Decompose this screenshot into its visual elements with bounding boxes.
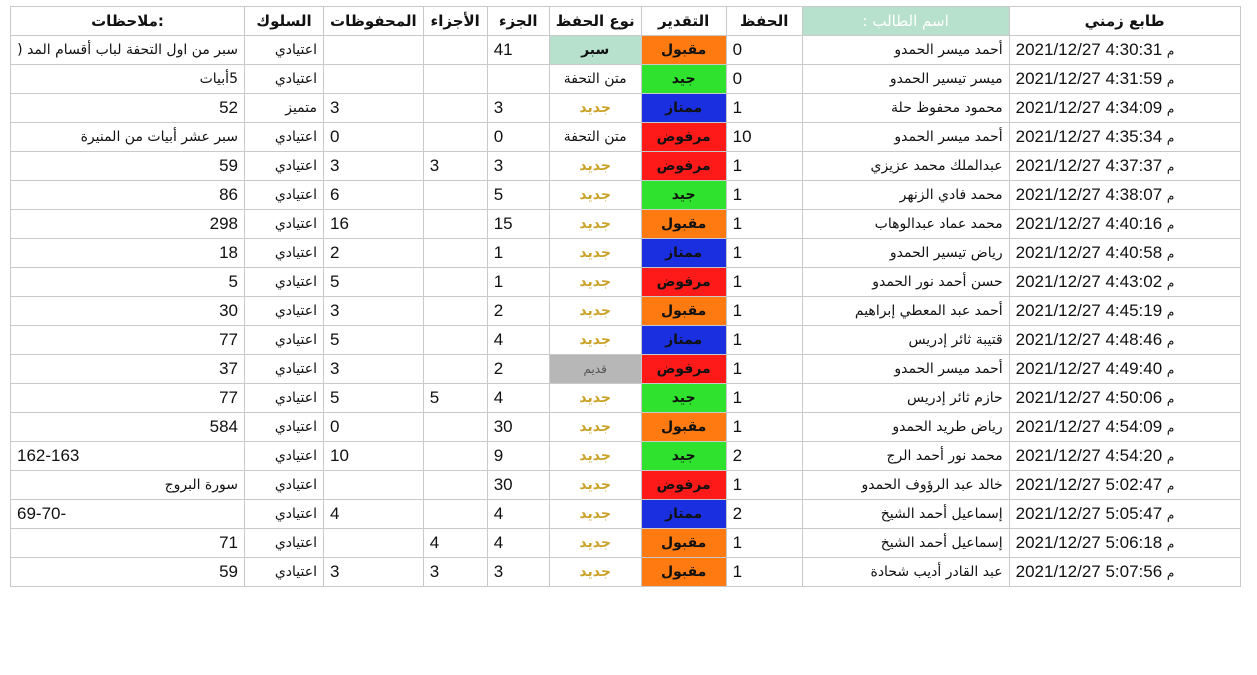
timestamp-suffix: م [1166, 102, 1175, 116]
hifz-type-cell[interactable]: جديد [549, 558, 641, 587]
hifz-type-cell[interactable]: جديد [549, 210, 641, 239]
grade-cell[interactable]: مقبول [641, 36, 726, 65]
juz-cell[interactable]: 3 [487, 152, 549, 181]
timestamp-cell[interactable] [1009, 471, 1240, 500]
timestamp-value: 2021/12/27 4:40:16 [1015, 214, 1163, 233]
timestamp-cell[interactable] [1009, 268, 1240, 297]
table-row [11, 558, 1241, 587]
notes-cell[interactable]: 69-70- [11, 500, 245, 529]
mahfuzat-cell[interactable] [324, 36, 424, 65]
table-row [11, 123, 1241, 152]
juz-cell[interactable]: 9 [487, 442, 549, 471]
ajza-cell[interactable]: 3 [423, 152, 487, 181]
behavior-cell[interactable]: اعتيادي [245, 471, 324, 500]
juz-cell[interactable]: 5 [487, 181, 549, 210]
timestamp-cell[interactable] [1009, 210, 1240, 239]
mahfuzat-cell[interactable]: 5 [324, 326, 424, 355]
hifz-type-cell[interactable]: سبر [549, 36, 641, 65]
ajza-cell[interactable]: 5 [423, 384, 487, 413]
juz-cell[interactable]: 4 [487, 529, 549, 558]
ajza-cell[interactable] [423, 181, 487, 210]
notes-cell[interactable]: 162-163 [11, 442, 245, 471]
ajza-cell[interactable] [423, 268, 487, 297]
behavior-cell[interactable]: اعتيادي [245, 181, 324, 210]
hifz-type-cell[interactable]: جديد [549, 297, 641, 326]
ajza-cell[interactable] [423, 123, 487, 152]
grade-cell[interactable]: جيد [641, 181, 726, 210]
grade-cell[interactable]: مرفوض [641, 268, 726, 297]
grade-cell[interactable]: ممتاز [641, 500, 726, 529]
mahfuzat-cell[interactable]: 6 [324, 181, 424, 210]
timestamp-value: 2021/12/27 4:48:46 [1015, 330, 1163, 349]
timestamp-cell[interactable] [1009, 326, 1240, 355]
mahfuzat-cell[interactable]: 0 [324, 413, 424, 442]
student-name-cell[interactable]: إسماعيل أحمد الشيخ [802, 529, 1009, 558]
grade-cell[interactable]: مقبول [641, 529, 726, 558]
timestamp-suffix: م [1166, 450, 1175, 464]
mahfuzat-cell[interactable]: 3 [324, 94, 424, 123]
notes-cell[interactable]: 86 [11, 181, 245, 210]
table-row [11, 500, 1241, 529]
juz-cell[interactable]: 30 [487, 413, 549, 442]
mahfuzat-cell[interactable] [324, 529, 424, 558]
timestamp-value: 2021/12/27 4:45:19 [1015, 301, 1163, 320]
ajza-cell[interactable] [423, 36, 487, 65]
timestamp-cell[interactable] [1009, 36, 1240, 65]
ajza-cell[interactable] [423, 442, 487, 471]
hifz-cell[interactable]: 1 [726, 384, 802, 413]
student-name-cell[interactable]: رياض تيسير الحمدو [802, 239, 1009, 268]
table-row [11, 36, 1241, 65]
mahfuzat-cell[interactable]: 0 [324, 123, 424, 152]
mahfuzat-cell[interactable]: 5 [324, 268, 424, 297]
student-name-cell[interactable]: عبد القادر أديب شحادة [802, 558, 1009, 587]
juz-cell[interactable]: 3 [487, 558, 549, 587]
hifz-cell[interactable]: 1 [726, 471, 802, 500]
ajza-cell[interactable] [423, 65, 487, 94]
table-row [11, 413, 1241, 442]
student-name-cell[interactable]: أحمد ميسر الحمدو [802, 36, 1009, 65]
notes-cell[interactable]: 298 [11, 210, 245, 239]
timestamp-value: 2021/12/27 5:02:47 [1015, 475, 1163, 494]
notes-cell[interactable]: سبر من اول التحفة لباب أقسام المد ( [11, 36, 245, 65]
timestamp-cell[interactable] [1009, 65, 1240, 94]
timestamp-value: 2021/12/27 4:37:37 [1015, 156, 1163, 175]
timestamp-cell[interactable] [1009, 297, 1240, 326]
table-row [11, 181, 1241, 210]
mahfuzat-cell[interactable] [324, 65, 424, 94]
table-row [11, 94, 1241, 123]
timestamp-value: 2021/12/27 5:06:18 [1015, 533, 1163, 552]
juz-cell[interactable]: 15 [487, 210, 549, 239]
juz-cell[interactable]: 1 [487, 239, 549, 268]
student-name-cell[interactable]: قتيبة ثائر إدريس [802, 326, 1009, 355]
mahfuzat-cell[interactable]: 10 [324, 442, 424, 471]
hifz-cell[interactable]: 1 [726, 94, 802, 123]
table-row [11, 239, 1241, 268]
student-name-cell[interactable]: أحمد ميسر الحمدو [802, 355, 1009, 384]
grade-cell[interactable]: مقبول [641, 210, 726, 239]
timestamp-cell[interactable] [1009, 529, 1240, 558]
notes-cell[interactable]: 59 [11, 558, 245, 587]
ajza-cell[interactable] [423, 94, 487, 123]
table-row [11, 326, 1241, 355]
mahfuzat-cell[interactable]: 16 [324, 210, 424, 239]
timestamp-suffix: م [1166, 334, 1175, 348]
hifz-cell[interactable]: 1 [726, 181, 802, 210]
timestamp-cell[interactable] [1009, 123, 1240, 152]
hifz-cell[interactable]: 1 [726, 355, 802, 384]
header-student-name[interactable]: اسم الطالب : [802, 7, 1009, 36]
hifz-cell[interactable]: 10 [726, 123, 802, 152]
hifz-cell[interactable]: 1 [726, 413, 802, 442]
behavior-cell[interactable]: اعتيادي [245, 152, 324, 181]
table-row [11, 384, 1241, 413]
header-juz[interactable]: الجزء [487, 7, 549, 36]
mahfuzat-cell[interactable]: 3 [324, 558, 424, 587]
grade-cell[interactable]: مقبول [641, 558, 726, 587]
header-hifz[interactable]: الحفظ [726, 7, 802, 36]
timestamp-suffix: م [1166, 305, 1175, 319]
timestamp-suffix: م [1166, 247, 1175, 261]
student-name-cell[interactable]: حسن أحمد نور الحمدو [802, 268, 1009, 297]
timestamp-cell[interactable] [1009, 94, 1240, 123]
notes-cell[interactable]: 52 [11, 94, 245, 123]
timestamp-suffix: م [1166, 73, 1175, 87]
hifz-cell[interactable]: 1 [726, 210, 802, 239]
hifz-cell[interactable]: 1 [726, 529, 802, 558]
timestamp-cell[interactable] [1009, 152, 1240, 181]
behavior-cell[interactable]: اعتيادي [245, 65, 324, 94]
behavior-cell[interactable]: اعتيادي [245, 123, 324, 152]
juz-cell[interactable]: 2 [487, 355, 549, 384]
header-mahfuzat[interactable]: المحفوظات [324, 7, 424, 36]
student-name-cell[interactable]: ميسر تيسير الحمدو [802, 65, 1009, 94]
grade-cell[interactable]: ممتاز [641, 239, 726, 268]
grade-cell[interactable]: مرفوض [641, 355, 726, 384]
hifz-cell[interactable]: 1 [726, 558, 802, 587]
grade-cell[interactable]: جيد [641, 384, 726, 413]
hifz-type-cell[interactable]: جديد [549, 500, 641, 529]
notes-cell[interactable]: 37 [11, 355, 245, 384]
table-row [11, 268, 1241, 297]
student-name-cell[interactable]: محمد عماد عبدالوهاب [802, 210, 1009, 239]
behavior-cell[interactable]: اعتيادي [245, 36, 324, 65]
behavior-cell[interactable]: اعتيادي [245, 384, 324, 413]
notes-cell[interactable]: 77 [11, 326, 245, 355]
timestamp-cell[interactable] [1009, 239, 1240, 268]
timestamp-cell[interactable] [1009, 355, 1240, 384]
table-row [11, 442, 1241, 471]
timestamp-value: 2021/12/27 4:35:34 [1015, 127, 1163, 146]
header-ajza[interactable]: الأجزاء [423, 7, 487, 36]
grade-cell[interactable]: ممتاز [641, 326, 726, 355]
timestamp-value: 2021/12/27 4:31:59 [1015, 69, 1163, 88]
behavior-cell[interactable]: اعتيادي [245, 558, 324, 587]
behavior-cell[interactable]: اعتيادي [245, 500, 324, 529]
ajza-cell[interactable] [423, 471, 487, 500]
student-name-cell[interactable]: حازم ثائر إدريس [802, 384, 1009, 413]
mahfuzat-cell[interactable]: 5 [324, 384, 424, 413]
timestamp-cell[interactable] [1009, 442, 1240, 471]
juz-cell[interactable]: 1 [487, 268, 549, 297]
student-name-cell[interactable]: خالد عبد الرؤوف الحمدو [802, 471, 1009, 500]
timestamp-cell[interactable] [1009, 558, 1240, 587]
hifz-type-cell[interactable]: جديد [549, 326, 641, 355]
hifz-type-cell[interactable]: قديم [549, 355, 641, 384]
juz-cell[interactable]: 4 [487, 500, 549, 529]
behavior-cell[interactable]: اعتيادي [245, 268, 324, 297]
notes-cell[interactable]: 584 [11, 413, 245, 442]
hifz-type-cell[interactable]: جديد [549, 239, 641, 268]
header-behavior[interactable]: السلوك [245, 7, 324, 36]
juz-cell[interactable]: 2 [487, 297, 549, 326]
hifz-type-cell[interactable]: جديد [549, 384, 641, 413]
timestamp-cell[interactable] [1009, 413, 1240, 442]
table-row [11, 355, 1241, 384]
juz-cell[interactable]: 4 [487, 384, 549, 413]
timestamp-value: 2021/12/27 5:05:47 [1015, 504, 1163, 523]
timestamp-value: 2021/12/27 4:40:58 [1015, 243, 1163, 262]
ajza-cell[interactable] [423, 355, 487, 384]
timestamp-suffix: م [1166, 189, 1175, 203]
behavior-cell[interactable]: اعتيادي [245, 326, 324, 355]
timestamp-suffix: م [1166, 537, 1175, 551]
table-row [11, 297, 1241, 326]
mahfuzat-cell[interactable]: 4 [324, 500, 424, 529]
hifz-type-cell[interactable]: جديد [549, 94, 641, 123]
hifz-type-cell[interactable]: متن التحفة [549, 123, 641, 152]
timestamp-cell[interactable] [1009, 384, 1240, 413]
spreadsheet [10, 6, 1241, 587]
timestamp-value: 2021/12/27 4:30:31 [1015, 40, 1163, 59]
timestamp-value: 2021/12/27 4:49:40 [1015, 359, 1163, 378]
behavior-cell[interactable]: متميز [245, 94, 324, 123]
hifz-cell[interactable]: 1 [726, 326, 802, 355]
grade-cell[interactable]: مقبول [641, 297, 726, 326]
behavior-cell[interactable]: اعتيادي [245, 413, 324, 442]
header-hifz-type[interactable]: نوع الحفظ [549, 7, 641, 36]
hifz-cell[interactable]: 2 [726, 442, 802, 471]
timestamp-suffix: م [1166, 276, 1175, 290]
hifz-cell[interactable]: 1 [726, 152, 802, 181]
timestamp-suffix: م [1166, 218, 1175, 232]
header-notes[interactable]: :ملاحظات [11, 7, 245, 36]
grade-cell[interactable]: جيد [641, 442, 726, 471]
student-name-cell[interactable]: أحمد ميسر الحمدو [802, 123, 1009, 152]
hifz-type-cell[interactable]: جديد [549, 152, 641, 181]
hifz-type-cell[interactable]: جديد [549, 442, 641, 471]
timestamp-value: 2021/12/27 4:38:07 [1015, 185, 1163, 204]
juz-cell[interactable]: 41 [487, 36, 549, 65]
juz-cell[interactable]: 30 [487, 471, 549, 500]
mahfuzat-cell[interactable]: 3 [324, 355, 424, 384]
ajza-cell[interactable] [423, 326, 487, 355]
ajza-cell[interactable] [423, 413, 487, 442]
header-row [11, 7, 1241, 36]
mahfuzat-cell[interactable] [324, 471, 424, 500]
timestamp-value: 2021/12/27 4:50:06 [1015, 388, 1163, 407]
table-row [11, 210, 1241, 239]
behavior-cell[interactable]: اعتيادي [245, 239, 324, 268]
header-grade[interactable]: التقدير [641, 7, 726, 36]
juz-cell[interactable] [487, 65, 549, 94]
behavior-cell[interactable]: اعتيادي [245, 529, 324, 558]
timestamp-cell[interactable] [1009, 181, 1240, 210]
mahfuzat-cell[interactable]: 2 [324, 239, 424, 268]
behavior-cell[interactable]: اعتيادي [245, 355, 324, 384]
timestamp-suffix: م [1166, 508, 1175, 522]
student-name-cell[interactable]: عبدالملك محمد عزيزي [802, 152, 1009, 181]
table-row [11, 529, 1241, 558]
ajza-cell[interactable] [423, 297, 487, 326]
hifz-type-cell[interactable]: جديد [549, 471, 641, 500]
student-name-cell[interactable]: رياض طريد الحمدو [802, 413, 1009, 442]
notes-cell[interactable]: 18 [11, 239, 245, 268]
student-name-cell[interactable]: محمود محفوظ حلة [802, 94, 1009, 123]
notes-cell[interactable]: 77 [11, 384, 245, 413]
juz-cell[interactable]: 3 [487, 94, 549, 123]
timestamp-suffix: م [1166, 131, 1175, 145]
grade-cell[interactable]: ممتاز [641, 94, 726, 123]
timestamp-value: 2021/12/27 4:43:02 [1015, 272, 1163, 291]
header-timestamp[interactable]: طابع زمني [1009, 7, 1240, 36]
hifz-type-cell[interactable]: متن التحفة [549, 65, 641, 94]
notes-cell[interactable]: 59 [11, 152, 245, 181]
hifz-type-cell[interactable]: جديد [549, 529, 641, 558]
behavior-cell[interactable]: اعتيادي [245, 210, 324, 239]
hifz-cell[interactable]: 1 [726, 268, 802, 297]
hifz-cell[interactable]: 0 [726, 65, 802, 94]
behavior-cell[interactable]: اعتيادي [245, 297, 324, 326]
mahfuzat-cell[interactable]: 3 [324, 152, 424, 181]
hifz-cell[interactable]: 0 [726, 36, 802, 65]
hifz-cell[interactable]: 1 [726, 297, 802, 326]
ajza-cell[interactable] [423, 210, 487, 239]
hifz-cell[interactable]: 1 [726, 239, 802, 268]
hifz-cell[interactable]: 2 [726, 500, 802, 529]
juz-cell[interactable]: 0 [487, 123, 549, 152]
notes-cell[interactable]: 5أبيات [11, 65, 245, 94]
timestamp-value: 2021/12/27 5:07:56 [1015, 562, 1163, 581]
grade-cell[interactable]: مرفوض [641, 152, 726, 181]
ajza-cell[interactable] [423, 239, 487, 268]
student-name-cell[interactable]: محمد نور أحمد الرج [802, 442, 1009, 471]
timestamp-suffix: م [1166, 479, 1175, 493]
behavior-cell[interactable]: اعتيادي [245, 442, 324, 471]
grade-cell[interactable]: مرفوض [641, 123, 726, 152]
student-name-cell[interactable]: إسماعيل أحمد الشيخ [802, 500, 1009, 529]
mahfuzat-cell[interactable]: 3 [324, 297, 424, 326]
grade-cell[interactable]: جيد [641, 65, 726, 94]
notes-cell[interactable]: 5 [11, 268, 245, 297]
timestamp-suffix: م [1166, 363, 1175, 377]
timestamp-suffix: م [1166, 566, 1175, 580]
timestamp-value: 2021/12/27 4:34:09 [1015, 98, 1163, 117]
hifz-type-cell[interactable]: جديد [549, 268, 641, 297]
notes-cell[interactable]: 30 [11, 297, 245, 326]
timestamp-cell[interactable] [1009, 500, 1240, 529]
juz-cell[interactable]: 4 [487, 326, 549, 355]
timestamp-suffix: م [1166, 160, 1175, 174]
timestamp-suffix: م [1166, 421, 1175, 435]
notes-cell[interactable]: سبر عشر أبيات من المنيرة [11, 123, 245, 152]
timestamp-value: 2021/12/27 4:54:09 [1015, 417, 1163, 436]
hifz-type-cell[interactable]: جديد [549, 413, 641, 442]
timestamp-suffix: م [1166, 392, 1175, 406]
table-row [11, 65, 1241, 94]
grade-cell[interactable]: مقبول [641, 413, 726, 442]
students-table [10, 6, 1241, 587]
notes-cell[interactable]: سورة البروج [11, 471, 245, 500]
grade-cell[interactable]: مرفوض [641, 471, 726, 500]
timestamp-value: 2021/12/27 4:54:20 [1015, 446, 1163, 465]
ajza-cell[interactable]: 3 [423, 558, 487, 587]
hifz-type-cell[interactable]: جديد [549, 181, 641, 210]
table-row [11, 152, 1241, 181]
ajza-cell[interactable]: 4 [423, 529, 487, 558]
student-name-cell[interactable]: أحمد عبد المعطي إبراهيم [802, 297, 1009, 326]
ajza-cell[interactable] [423, 500, 487, 529]
notes-cell[interactable]: 71 [11, 529, 245, 558]
table-row [11, 471, 1241, 500]
student-name-cell[interactable]: محمد فادي الزنهر [802, 181, 1009, 210]
timestamp-suffix: م [1166, 44, 1175, 58]
